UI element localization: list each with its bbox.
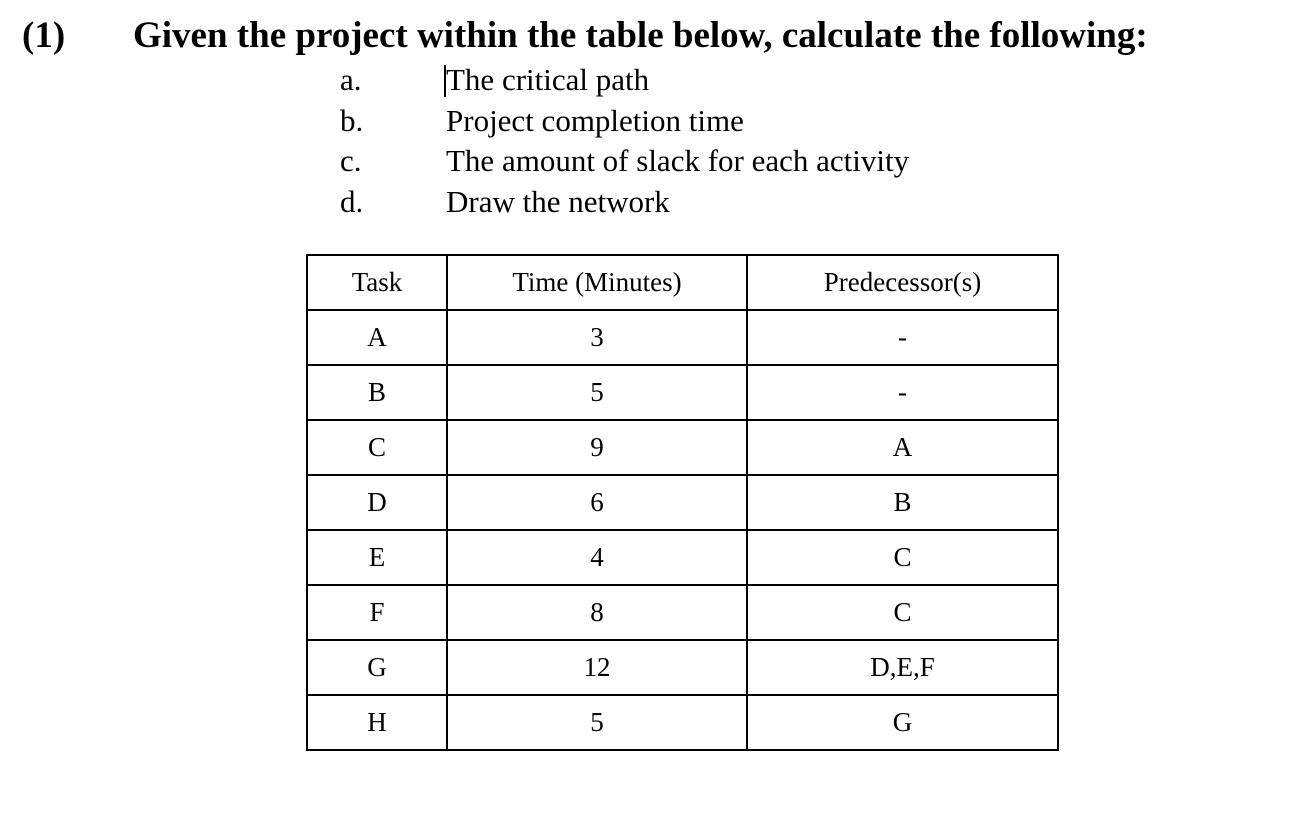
predecessor-cell: C xyxy=(747,585,1058,640)
table-row xyxy=(307,640,1058,695)
time-cell: 6 xyxy=(447,475,747,530)
predecessor-cell: - xyxy=(747,365,1058,420)
task-cell: F xyxy=(307,585,447,640)
table-row xyxy=(307,475,1058,530)
predecessor-cell: C xyxy=(747,530,1058,585)
header-task: Task xyxy=(307,255,447,310)
task-cell: A xyxy=(307,310,447,365)
table-row xyxy=(307,585,1058,640)
task-cell: D xyxy=(307,475,447,530)
predecessor-cell: A xyxy=(747,420,1058,475)
predecessor-cell: B xyxy=(747,475,1058,530)
table-row xyxy=(307,695,1058,750)
header-time: Time (Minutes) xyxy=(447,255,747,310)
question-number: (1) xyxy=(22,15,66,56)
list-item-text: The critical path xyxy=(446,62,650,97)
task-cell: C xyxy=(307,420,447,475)
project-table xyxy=(306,254,1059,751)
list-item-text: The amount of slack for each activity xyxy=(446,143,910,178)
predecessor-cell: D,E,F xyxy=(747,640,1058,695)
table-header-row xyxy=(307,255,1058,310)
time-cell: 5 xyxy=(447,365,747,420)
table-row xyxy=(307,365,1058,420)
task-cell: G xyxy=(307,640,447,695)
task-cell: B xyxy=(307,365,447,420)
list-item-text: Draw the network xyxy=(446,183,670,219)
list-item-label: a. xyxy=(340,62,362,97)
list-item-label: c. xyxy=(340,143,362,178)
predecessor-cell: G xyxy=(747,695,1058,750)
time-cell: 9 xyxy=(447,420,747,475)
table-row xyxy=(307,420,1058,475)
time-cell: 3 xyxy=(447,310,747,365)
table-row xyxy=(307,310,1058,365)
time-cell: 12 xyxy=(447,640,747,695)
question-title: Given the project within the table below, calculate the following: xyxy=(133,15,1148,56)
task-cell: E xyxy=(307,530,447,585)
time-cell: 5 xyxy=(447,695,747,750)
time-cell: 4 xyxy=(447,530,747,585)
list-item-label: b. xyxy=(340,102,364,138)
table-row xyxy=(307,530,1058,585)
time-cell: 8 xyxy=(447,585,747,640)
header-predecessors: Predecessor(s) xyxy=(747,255,1058,310)
list-item-text: Project completion time xyxy=(446,102,744,138)
predecessor-cell: - xyxy=(747,310,1058,365)
task-cell: H xyxy=(307,695,447,750)
list-item-label: d. xyxy=(340,183,364,219)
